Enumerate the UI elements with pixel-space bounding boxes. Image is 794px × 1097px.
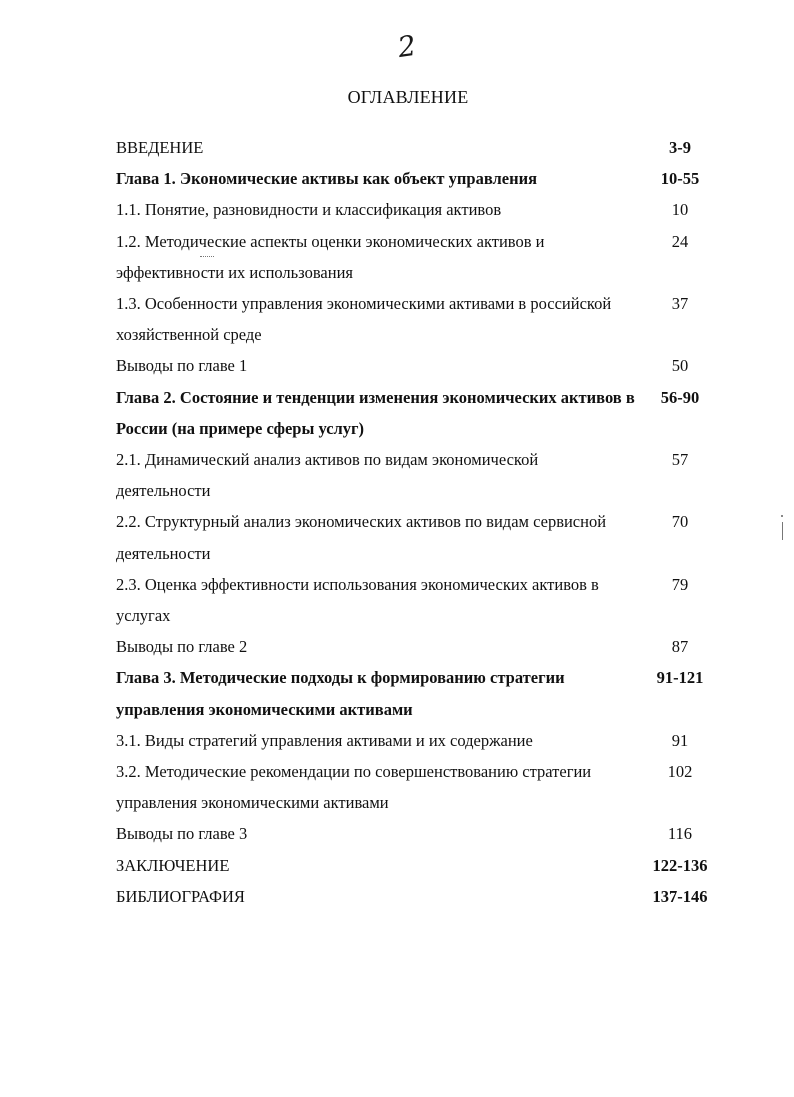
toc-entry-page: 50 [671,356,689,376]
toc-entry-title: Выводы по главе 3 [116,824,248,844]
scan-margin-mark [782,522,783,540]
table-of-contents [116,132,724,912]
toc-entry [116,850,724,881]
toc-title: ОГЛАВЛЕНИЕ [347,87,469,107]
toc-entry-page: 102 [667,762,693,782]
scan-speck [200,256,214,259]
handwritten-page-number: 2 [395,28,419,65]
toc-entry-page: 137-146 [652,886,708,906]
toc-entry [116,725,724,756]
toc-entry-title: 2.1. Динамический анализ активов по видам экономической деятельности [116,450,539,501]
toc-entry-page: 56-90 [660,387,700,407]
toc-entry-page: 91-121 [656,668,704,688]
toc-entry-title: Глава 2. Состояние и тенденции изменения экономических активов в России (на примере сферы услуг) [116,387,635,438]
toc-entry-page: 79 [671,574,689,594]
toc-entry-title: 2.2. Структурный анализ экономических активов по видам сервисной деятельности [116,512,607,563]
toc-entry [116,194,724,225]
toc-entry [116,662,724,724]
toc-entry [116,288,724,350]
toc-entry [116,382,724,444]
toc-entry-title: ЗАКЛЮЧЕНИЕ [116,855,230,875]
toc-entry-title: БИБЛИОГРАФИЯ [116,886,245,906]
toc-entry-title: 1.1. Понятие, разновидности и классификация активов [116,200,502,220]
toc-entry-title: ВВЕДЕНИЕ [116,138,204,157]
toc-entry [116,881,724,912]
toc-entry-title: 1.3. Особенности управления экономическими активами в российской хозяйственной среде [116,294,612,345]
toc-entry-page: 70 [671,512,689,532]
toc-entry [116,569,724,631]
toc-entry-title: 3.2. Методические рекомендации по совершенствованию стратегии управления экономическими активами [116,762,592,813]
toc-entry [116,163,724,194]
toc-entry-page: 24 [671,231,689,251]
toc-entry-page: 10-55 [660,169,700,189]
toc-entry-title: Глава 3. Методические подходы к формированию стратегии управления экономическими активами [116,668,565,719]
scan-margin-dot [781,515,783,517]
toc-entry [116,631,724,662]
toc-entry-title: Выводы по главе 2 [116,637,248,657]
toc-entry [116,506,724,568]
toc-entry-title: 1.2. Методические аспекты оценки экономических активов и эффективности их использования [116,231,545,282]
toc-entry-page: 3-9 [669,138,691,157]
toc-entry-page: 116 [667,824,693,844]
toc-entry-page: 91 [671,730,689,750]
toc-entry-page: 87 [671,637,689,657]
toc-entry [116,350,724,381]
toc-entry [116,444,724,506]
toc-entry-page: 37 [671,294,689,314]
toc-entry-page: 10 [671,200,689,220]
toc-entry-title: 2.3. Оценка эффективности использования экономических активов в услугах [116,574,599,626]
toc-entry-page: 122-136 [652,855,708,875]
toc-entry [116,132,724,163]
toc-entry-page: 57 [671,450,689,470]
toc-entry-title: Глава 1. Экономические активы как объект управления [116,169,538,189]
toc-entry [116,818,724,849]
toc-entry-title: 3.1. Виды стратегий управления активами и их содержание [116,730,533,750]
toc-entry-title: Выводы по главе 1 [116,356,248,376]
toc-entry [116,756,724,818]
